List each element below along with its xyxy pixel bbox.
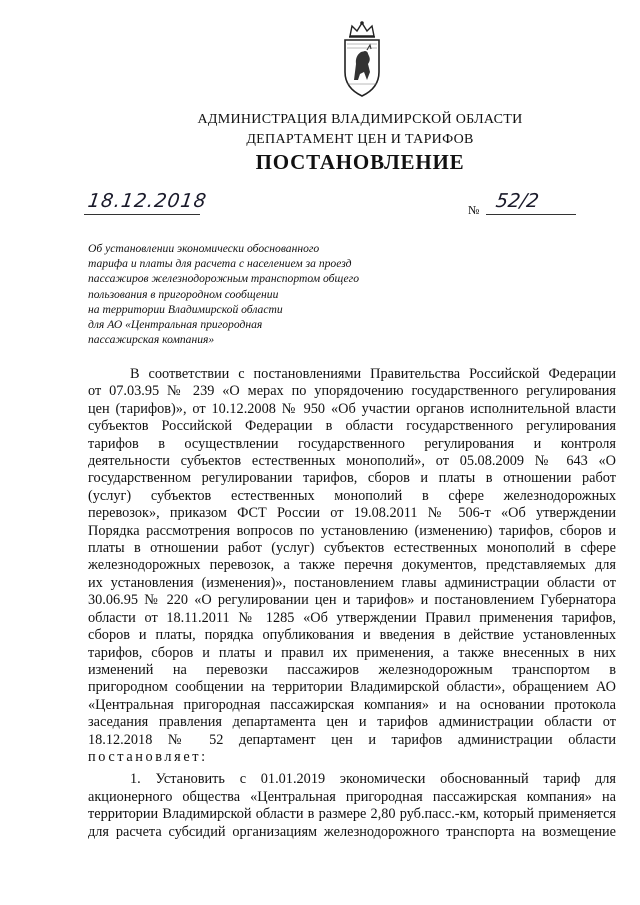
- body-line: 30.06.95 № 220 «О регулировании цен и тарифов» и постановлением Губернатора: [88, 592, 616, 609]
- body-line: пригородном сообщении на территории Владимирской области», обращением АО: [88, 679, 616, 696]
- subject-line: Об установлении экономически обоснованного: [88, 242, 320, 255]
- subject-line: пользования в пригородном сообщении: [88, 287, 279, 301]
- number-sign: №: [468, 203, 480, 217]
- number-underline: [486, 214, 576, 215]
- body-line: тарифов, сборов и платы и правил их применения, а также внесенных в них: [88, 644, 616, 661]
- body-line: деятельности субъектов естественных монополий», от 05.08.2009 № 643 «О: [88, 453, 616, 470]
- body-line: государственном регулировании тарифов, сборов и платы в отношении работ: [88, 470, 616, 487]
- body-line: их установления (изменения)», постановлением главы администрации области от: [88, 574, 616, 591]
- body-line: железнодорожных перевозок, а также перечня документов, представляемых для: [88, 557, 616, 574]
- department-name: ДЕПАРТАМЕНТ ЦЕН И ТАРИФОВ: [246, 132, 474, 147]
- body-line: платы в отношении работ (услуг) субъектов естественных монополий в сфере: [88, 540, 616, 557]
- subject-line: для АО «Центральная пригородная: [88, 318, 263, 332]
- body-line: сборов и платы, порядка опубликования и введения в действие установленных: [88, 627, 616, 644]
- handwritten-date: 18.12.2018: [86, 190, 209, 212]
- body-line: (услуг) субъектов естественных монополий в сфере железнодорожных: [88, 487, 616, 504]
- body-line: заседания правления департамента цен и тарифов администрации области от: [88, 714, 616, 731]
- item-1-line: территории Владимирской области в размере 2,80 руб.пасс.-км, который применяется: [88, 806, 616, 823]
- body-line: перевозок», приказом ФСТ России от 19.08.2011 № 506-т «Об утверждении: [88, 505, 616, 522]
- date-underline: [84, 214, 200, 215]
- document-title: ПОСТАНОВЛЕНИЕ: [255, 150, 465, 174]
- body-line: области от 18.11.2011 № 1285 «Об утверждении Правил применения тарифов,: [88, 609, 616, 626]
- document-body: [88, 366, 616, 841]
- subject-line: тарифа и платы для расчета с населением за проезд: [88, 257, 352, 271]
- body-line: 18.12.2018 № 52 департамент цен и тарифов администрации области: [88, 731, 616, 748]
- subject-line: пассажиров железнодорожным транспортом общего: [88, 272, 359, 286]
- body-line: тарифов в осуществлении государственного регулирования и контроля: [88, 435, 616, 452]
- document-subject: [88, 241, 408, 347]
- body-line: от 07.03.95 № 239 «О мерах по упорядочению государственного регулирования: [88, 383, 616, 400]
- body-line: цен (тарифов)», от 10.12.2008 № 950 «Об участии органов исполнительной власти: [88, 400, 616, 417]
- body-line: изменений на перевозки пассажиров железнодорожным транспортом в: [88, 661, 616, 678]
- body-line: Порядка рассмотрения вопросов по установлению (изменению) тарифов, сборов и: [88, 522, 616, 539]
- organization-name: АДМИНИСТРАЦИЯ ВЛАДИМИРСКОЙ ОБЛАСТИ: [197, 112, 523, 127]
- body-line: В соответствии с постановлениями Правительства Российской Федерации: [130, 366, 616, 382]
- item-1-line: акционерного общества «Центральная пригородная пассажирская компания» на: [88, 788, 616, 805]
- item-1-line: для расчета субсидий организациям железнодорожного транспорта на возмещение: [88, 823, 616, 840]
- body-line: субъектов Российской Федерации в области государственного регулирования: [88, 418, 616, 435]
- handwritten-number: 52/2: [494, 190, 541, 212]
- subject-line: на территории Владимирской области: [88, 302, 283, 316]
- subject-line: пассажирская компания»: [88, 333, 215, 347]
- body-line: «Центральная пригородная пассажирская компания» и на основании протокола: [88, 696, 616, 713]
- resolves-word: постановляет:: [88, 748, 208, 765]
- item-1-line: 1. Установить с 01.01.2019 экономически обоснованный тариф для: [130, 771, 616, 788]
- coat-of-arms-icon: [337, 20, 387, 102]
